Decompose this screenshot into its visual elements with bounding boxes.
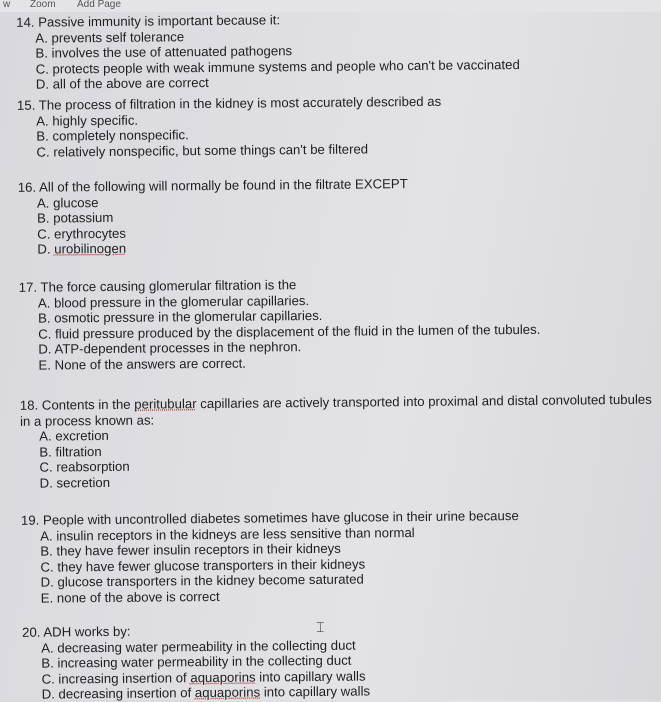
answer-option[interactable]: B. involves the use of attenuated pathogens xyxy=(35,43,293,61)
question-stem: 17. The force causing glomerular filtration is the xyxy=(18,277,297,295)
answer-option[interactable]: A. excretion xyxy=(39,427,109,444)
answer-option[interactable]: C. increasing insertion of aquaporins into capillary walls xyxy=(41,668,366,687)
answer-option[interactable]: C. reabsorption xyxy=(39,458,130,475)
answer-option[interactable]: A. insulin receptors in the kidneys are less sensitive than normal xyxy=(40,524,415,544)
question-stem: 19. People with uncontrolled diabetes sometimes have glucose in their urine because xyxy=(20,508,519,528)
answer-option[interactable]: A. prevents self tolerance xyxy=(35,28,185,46)
answer-option[interactable]: C. erythrocytes xyxy=(37,225,126,242)
answer-option[interactable]: A. blood pressure in the glomerular capillaries. xyxy=(37,292,310,311)
question-17 xyxy=(15,274,656,373)
question-stem: 14. Passive immunity is important because it: xyxy=(16,12,281,30)
answer-option[interactable]: C. they have fewer glucose transporters in their kidneys xyxy=(40,556,366,575)
question-16 xyxy=(14,174,655,258)
answer-option[interactable]: D. all of the above are correct xyxy=(35,74,209,92)
add-page-button[interactable]: Add Page xyxy=(77,0,121,10)
answer-option[interactable]: B. increasing water permeability in the collecting duct xyxy=(41,652,352,671)
zoom-button[interactable]: Zoom xyxy=(30,0,56,10)
answer-option[interactable]: D. glucose transporters in the kidney become saturated xyxy=(40,571,364,590)
answer-option[interactable]: A. highly specific. xyxy=(36,112,139,129)
question-stem: 15. The process of filtration in the kidney is most accurately described as xyxy=(16,93,442,113)
answer-option[interactable]: E. none of the above is correct xyxy=(40,588,220,606)
question-20 xyxy=(18,619,659,702)
question-stem: 18. Contents in the peritubular capillaries are actively transported into proximal and distal convoluted tubules in a process known as: xyxy=(19,391,652,429)
answer-option[interactable]: B. osmotic pressure in the glomerular capillaries. xyxy=(37,307,323,326)
answer-option[interactable]: B. completely nonspecific. xyxy=(36,127,189,144)
question-stem: 20. ADH works by: xyxy=(21,623,131,640)
answer-option[interactable]: C. protects people with weak immune systems and people who can't be vaccinated xyxy=(35,56,520,77)
answer-option[interactable]: B. filtration xyxy=(39,443,102,460)
question-19 xyxy=(17,507,658,606)
question-15 xyxy=(13,92,654,160)
question-stem: 16. All of the following will normally be found in the filtrate EXCEPT xyxy=(17,176,408,195)
answer-option[interactable]: D. ATP-dependent processes in the nephron. xyxy=(38,339,302,357)
question-18 xyxy=(16,392,657,491)
answer-option[interactable]: C. fluid pressure produced by the displacement of the fluid in the lumen of the tubules. xyxy=(38,321,541,342)
answer-option[interactable]: A. glucose xyxy=(36,194,99,211)
answer-option[interactable]: C. relatively nonspecific, but some things can't be filtered xyxy=(36,140,369,160)
answer-option[interactable]: D. decreasing insertion of aquaporins into capillary walls xyxy=(41,683,371,702)
answer-option[interactable]: E. None of the answers are correct. xyxy=(38,355,247,373)
text-cursor-icon: ⌶ xyxy=(315,618,325,635)
answer-option[interactable]: B. they have fewer insulin receptors in their kidneys xyxy=(40,540,341,559)
question-14 xyxy=(12,9,653,93)
answer-option[interactable]: B. potassium xyxy=(37,209,114,226)
answer-option[interactable]: A. decreasing water permeability in the collecting duct xyxy=(41,637,356,656)
answer-option[interactable]: D. secretion xyxy=(39,474,111,491)
answer-option[interactable]: D. urobilinogen xyxy=(37,240,127,257)
toolbar-left-item: w xyxy=(3,0,11,10)
